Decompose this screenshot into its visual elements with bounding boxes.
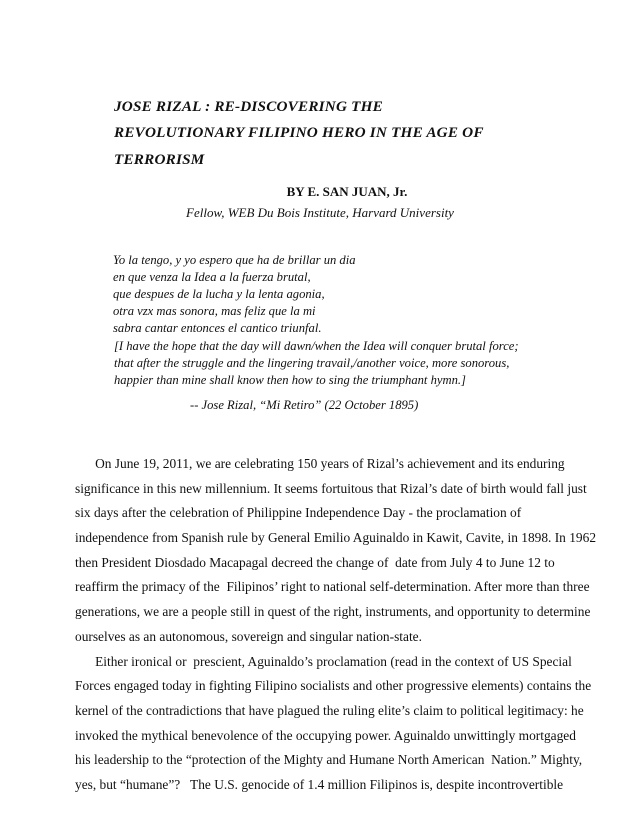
body-line: significance in this new millennium. It seems fortuitous that Rizal’s date of birth would fall just [75,480,587,496]
epigraph-translation [114,338,519,389]
body-line: generations, we are a people still in quest of the right, instruments, and opportunity to determine [75,604,591,620]
translation-line: [I have the hope that the day will dawn/when the Idea will conquer brutal force; [114,339,519,353]
epigraph-poem [113,252,356,337]
body-line: his leadership to the “protection of the Mighty and Humane North American Nation.” Mighty, [75,752,583,768]
translation-line: happier than mine shall know then how to sing the triumphant hymn.] [114,373,466,387]
author-affiliation: Fellow, WEB Du Bois Institute, Harvard University [186,205,454,220]
body-line: then President Diosdado Macapagal decreed the change of date from July 4 to June 12 to [75,554,555,570]
body-line: six days after the celebration of Philippine Independence Day - the proclamation of [75,505,522,521]
poem-line: Yo la tengo, y yo espero que ha de brillar un dia [113,253,356,267]
author-byline: BY E. SAN JUAN, Jr. [286,184,408,199]
body-line: yes, but “humane”? The U.S. genocide of 1.4 million Filipinos is, despite incontrovertible [75,776,564,792]
title-line-2: REVOLUTIONARY FILIPINO HERO IN THE AGE OF [114,124,484,141]
poem-line: otra vzx mas sonora, mas feliz que la mi [113,304,316,318]
poem-line: sabra cantar entonces el cantico triunfal. [113,321,322,335]
title-line-3: TERRORISM [114,151,205,168]
body-line: On June 19, 2011, we are celebrating 150 years of Rizal’s achievement and its enduring [75,456,565,471]
title-line-1: JOSE RIZAL : RE-DISCOVERING THE [114,98,383,115]
body-line: kernel of the contradictions that have plagued the ruling elite’s claim to political legitimacy: he [75,702,584,718]
poem-line: en que venza la Idea a la fuerza brutal, [113,270,311,284]
body-line: invoked the mythical benevolence of the occupying power. Aguinaldo unwittingly mortgaged [75,727,576,743]
body-text [75,452,597,798]
body-line: Forces engaged today in fighting Filipino socialists and other progressive elements) contains the [75,678,592,694]
body-line: ourselves as an autonomous, sovereign and singular nation-state. [75,628,422,644]
body-line: reaffirm the primacy of the Filipinos’ right to national self-determination. After more than three [75,579,590,595]
translation-line: that after the struggle and the lingering travail,/another voice, more sonorous, [114,356,510,370]
body-line: independence from Spanish rule by General Emilio Aguinaldo in Kawit, Cavite, in 1898. In 1962 [75,530,597,546]
poem-line: que despues de la lucha y la lenta agonia, [113,287,325,301]
body-line: Either ironical or prescient, Aguinaldo’s proclamation (read in the context of US Special [75,653,572,669]
epigraph-attribution: -- Jose Rizal, “Mi Retiro” (22 October 1895) [190,398,419,412]
